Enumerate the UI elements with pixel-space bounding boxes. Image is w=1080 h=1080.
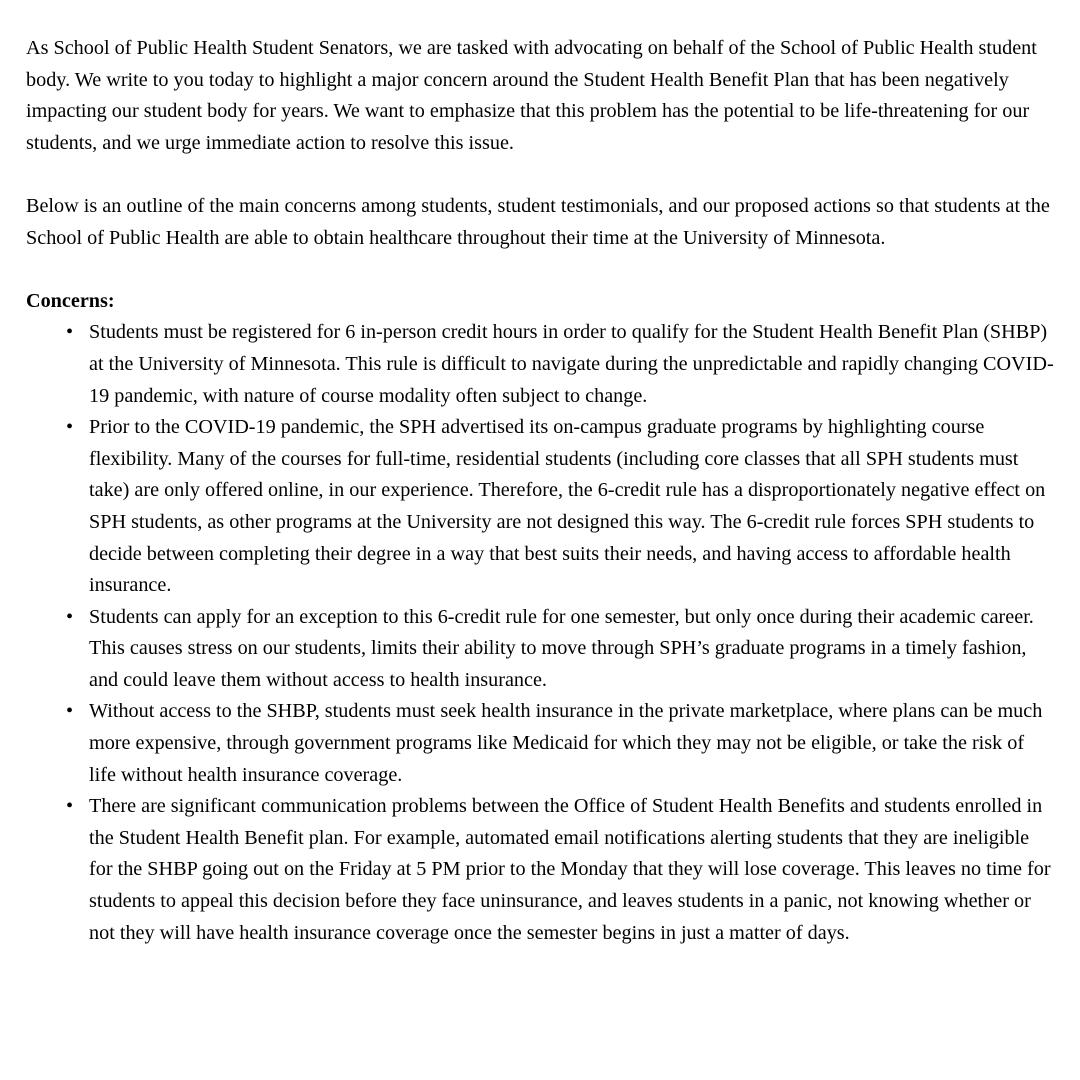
- intro-paragraph: As School of Public Health Student Senators, we are tasked with advocating on behalf of the School of Public Health student body. We write to you today to highlight a major concern around the Student Health Benefit Plan that has been negatively impacting our student body for years. We want to emphasize that this problem has the potential to be life-threatening for our students, and we urge immediate action to resolve this issue.: [26, 37, 1037, 154]
- bullet-icon: •: [66, 416, 74, 439]
- list-item-text: Without access to the SHBP, students must seek health insurance in the private marketplace, where plans can be much more expensive, through government programs like Medicaid for which they may not be eligible, or take the risk of life without health insurance coverage.: [89, 700, 1043, 786]
- concerns-heading: Concerns:: [26, 289, 115, 312]
- list-item-text: Students can apply for an exception to this 6-credit rule for one semester, but only once during their academic career. This causes stress on our students, limits their ability to move through SPH’s graduate programs in a timely fashion, and could leave them without access to health insurance.: [89, 605, 1034, 691]
- list-item-text: Prior to the COVID-19 pandemic, the SPH advertised its on-campus graduate programs by highlighting course flexibility. Many of the courses for full-time, residential students (including core classes that all SPH students must take) are only offered online, in our experience. Therefore, the 6-credit rule has a disproportionately negative effect on SPH students, as other programs at the University are not designed this way. The 6-credit rule forces SPH students to decide between completing their degree in a way that best suits their needs, and having access to affordable health insurance.: [89, 416, 1046, 597]
- concerns-list: [26, 317, 1054, 949]
- bullet-icon: •: [66, 605, 74, 628]
- list-item: [52, 317, 1054, 412]
- bullet-icon: •: [66, 795, 74, 818]
- outline-paragraph: Below is an outline of the main concerns among students, student testimonials, and our proposed actions so that students at the School of Public Health are able to obtain healthcare throughout their time at the University of Minnesota.: [26, 194, 1050, 249]
- list-item: [52, 696, 1054, 791]
- list-item: [52, 791, 1054, 949]
- list-item-text: There are significant communication problems between the Office of Student Health Benefits and students enrolled in the Student Health Benefit plan. For example, automated email notifications alerting students that they are ineligible for the SHBP going out on the Friday at 5 PM prior to the Monday that they will lose coverage. This leaves no time for students to appeal this decision before they face uninsurance, and leaves students in a panic, not knowing whether or not they will have health insurance coverage once the semester begins in just a matter of days.: [89, 795, 1051, 944]
- list-item: [52, 602, 1054, 697]
- list-item-text: Students must be registered for 6 in-person credit hours in order to qualify for the Student Health Benefit Plan (SHBP) at the University of Minnesota. This rule is difficult to navigate during the unpredictable and rapidly changing COVID-19 pandemic, with nature of course modality often subject to change.: [89, 321, 1054, 407]
- bullet-icon: •: [66, 321, 74, 344]
- document-body: [26, 33, 1054, 949]
- bullet-icon: •: [66, 700, 74, 723]
- list-item: [52, 412, 1054, 602]
